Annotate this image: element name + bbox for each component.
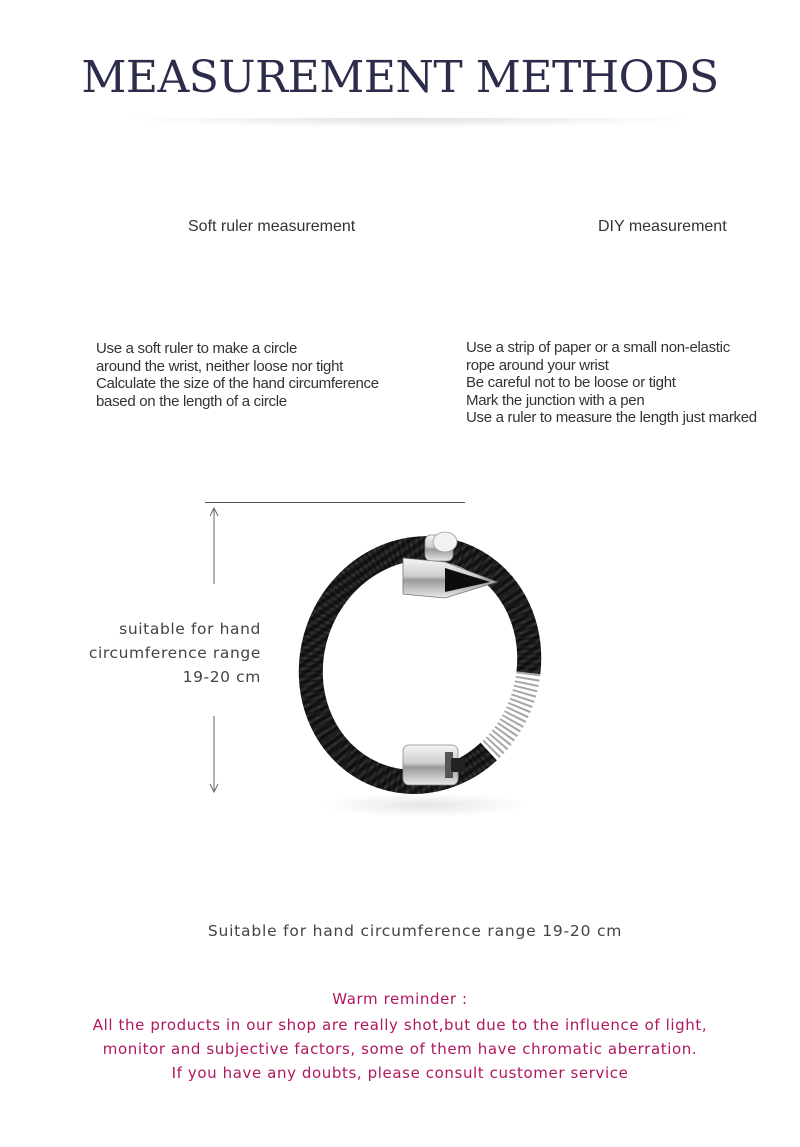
soft-ruler-line: Calculate the size of the hand circumference <box>96 375 379 392</box>
reminder-line: If you have any doubts, please consult customer service <box>171 1064 629 1082</box>
diy-line: Use a ruler to measure the length just marked <box>466 409 757 426</box>
soft-ruler-line: around the wrist, neither loose nor tight <box>96 357 344 375</box>
reminder-line: monitor and subjective factors, some of them have chromatic aberration. <box>102 1040 698 1058</box>
arrow-up-icon <box>207 506 221 586</box>
diy-line: Be careful not to be loose or tight <box>466 374 676 391</box>
measure-top-line <box>205 502 465 503</box>
page-title: MEASUREMENT METHODS <box>81 52 719 103</box>
reminder-line: All the products in our shop are really shot,but due to the influence of light, <box>92 1016 708 1034</box>
range-caption: Suitable for hand circumference range 19-20 cm <box>207 922 623 940</box>
soft-ruler-description <box>96 340 436 410</box>
soft-ruler-heading: Soft ruler measurement <box>188 218 356 235</box>
range-label-line: circumference range <box>88 644 261 662</box>
diy-line: Use a strip of paper or a small non-elastic <box>466 339 730 356</box>
range-label-line: 19-20 cm <box>182 668 261 686</box>
soft-ruler-line: Use a soft ruler to make a circle <box>96 340 298 357</box>
range-label-line: suitable for hand <box>119 620 261 638</box>
diy-line: Mark the junction with a pen <box>466 391 645 409</box>
diy-description <box>466 339 796 427</box>
reminder-title: Warm reminder : <box>332 990 468 1008</box>
soft-ruler-line: based on the length of a circle <box>96 392 287 410</box>
range-label <box>40 617 261 689</box>
diy-line: rope around your wrist <box>466 356 609 374</box>
title-divider-shadow <box>120 118 700 128</box>
diy-heading: DIY measurement <box>598 218 727 235</box>
bracelet-image <box>285 520 545 820</box>
arrow-down-icon <box>207 714 221 794</box>
